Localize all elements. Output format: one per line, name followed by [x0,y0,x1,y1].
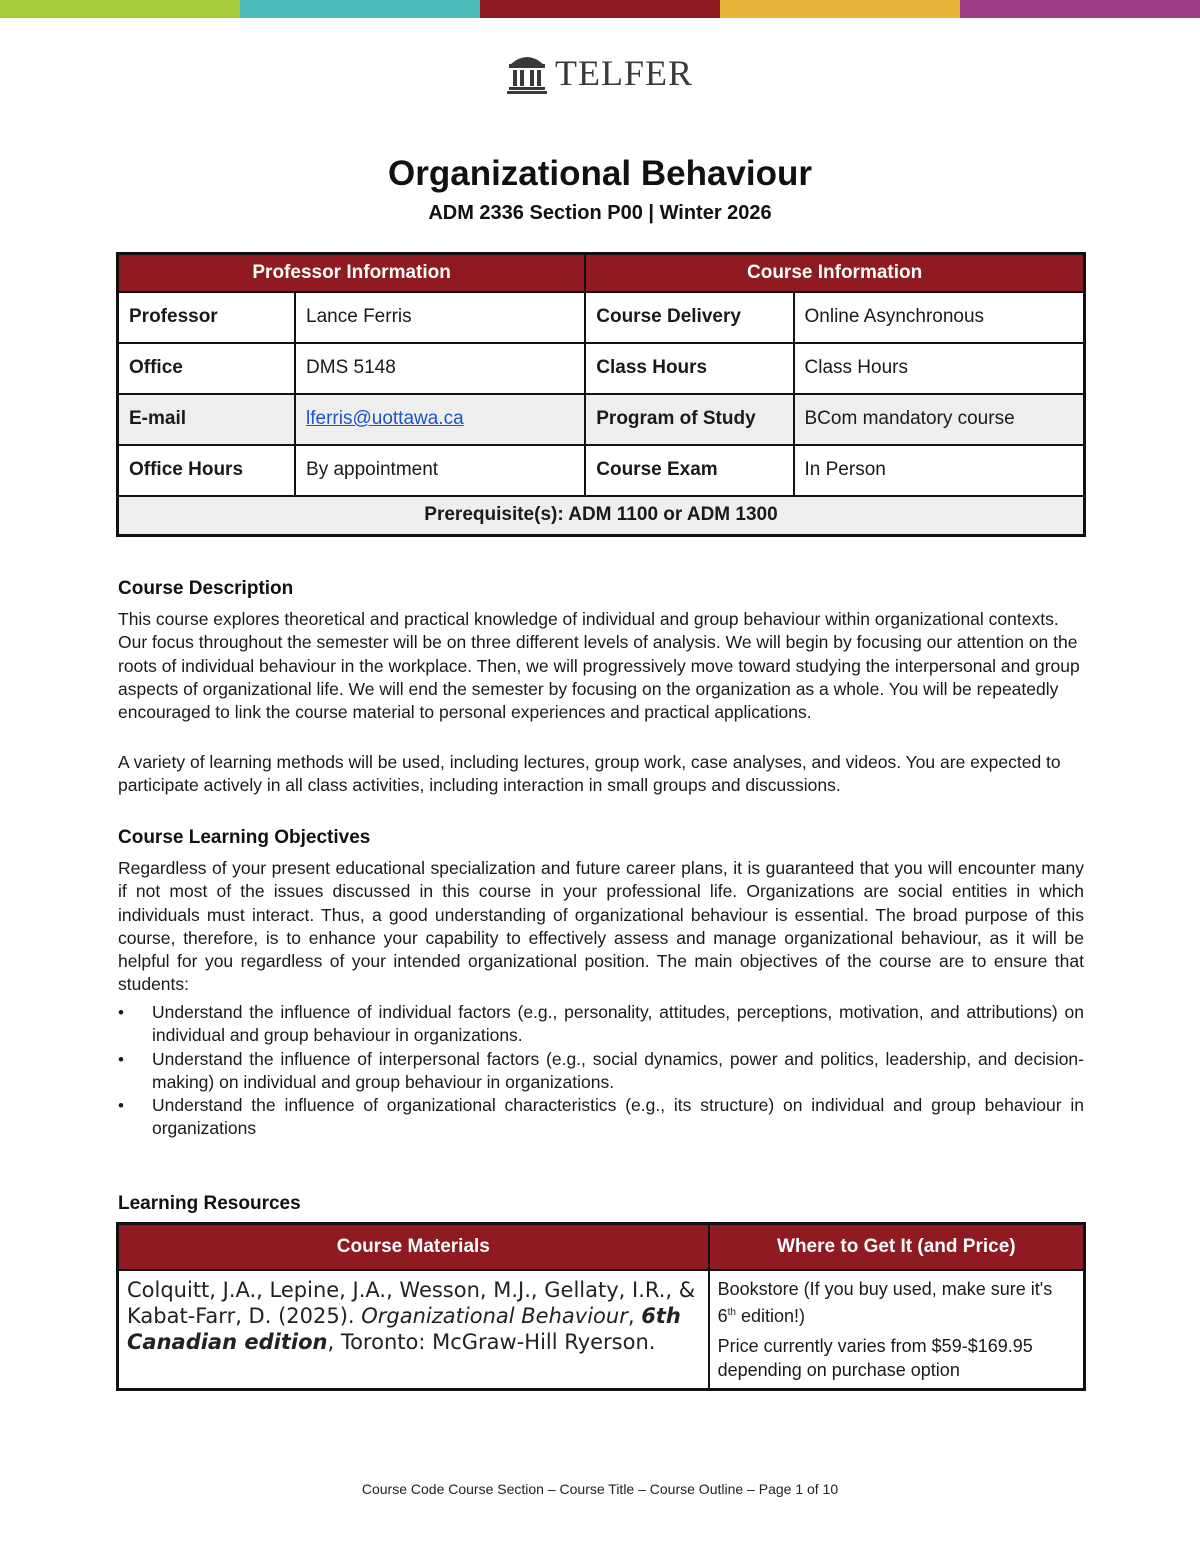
page-title: Organizational Behaviour [388,154,812,193]
course-materials-header: Course Materials [118,1224,709,1270]
course-info-header: Course Information [585,254,1084,292]
band-yellow [720,0,960,18]
band-green [0,0,240,18]
logo-text: TELFER [555,53,693,93]
professor-value: Lance Ferris [295,292,585,343]
course-exam-label: Course Exam [585,445,793,496]
citation-authors: Colquitt, J.A., Lepine, J.A., Wesson, M.J., Gellaty, I.R., & Kabat-Farr, D. (2025). [127,1277,696,1328]
citation-cell [118,1270,709,1390]
top-color-band [0,0,1200,18]
course-delivery-value: Online Asynchronous [794,292,1085,343]
info-table [116,252,1086,537]
prerequisites: Prerequisite(s): ADM 1100 or ADM 1300 [118,496,1085,536]
list-item: • Understand the influence of interpersonal factors (e.g., social dynamics, power and politics, leadership, and decision-making) on individual and group behaviour in organizations. [118,1048,1084,1095]
class-hours-value: Class Hours [794,343,1085,394]
price-note: Price currently varies from $59-$169.95 depending on purchase option [717,1335,1033,1380]
office-hours-value: By appointment [295,445,585,496]
band-teal [240,0,480,18]
learning-objectives-heading: Course Learning Objectives [118,827,371,848]
professor-info-header: Professor Information [118,254,586,292]
citation-separator: , [627,1303,642,1328]
page-footer: Course Code Course Section – Course Title – Course Outline – Page 1 of 10 [361,1481,839,1497]
office-value: DMS 5148 [295,343,585,394]
objectives-list [118,1001,1084,1141]
program-of-study-value: BCom mandatory course [794,394,1085,445]
institution-building-icon [507,52,547,94]
textbook-citation [127,1277,700,1355]
band-red [480,0,720,18]
class-hours-label: Class Hours [585,343,793,394]
email-link[interactable]: lferris@uottawa.ca [306,408,464,429]
band-purple [960,0,1200,18]
citation-edition: 6th Canadian edition [127,1303,681,1354]
table-row [118,445,1085,496]
email-label: E-mail [118,394,296,445]
office-hours-label: Office Hours [118,445,296,496]
table-row [118,343,1085,394]
list-item: • Understand the influence of individual factors (e.g., personality, attitudes, perceptions, motivation, and attributions) on individual and group behaviour in organizations. [118,1001,1084,1048]
course-description-heading: Course Description [118,578,294,599]
table-row [118,394,1085,445]
list-item: • Understand the influence of organizational characteristics (e.g., its structure) on individual and group behaviour in organizations [118,1094,1084,1141]
citation-title: Organizational Behaviour [361,1303,628,1328]
course-subtitle: ADM 2336 Section P00 | Winter 2026 [428,202,772,224]
where-to-get-header: Where to Get It (and Price) [709,1224,1085,1270]
where-cell [709,1270,1085,1390]
table-row [118,1270,1085,1390]
bookstore-note: Bookstore (If you buy used, make sure it's 6th edition!) [717,1278,1053,1326]
program-of-study-label: Program of Study [585,394,793,445]
course-delivery-label: Course Delivery [585,292,793,343]
course-exam-value: In Person [794,445,1085,496]
professor-label: Professor [118,292,296,343]
table-row [118,292,1085,343]
learning-objectives-intro: Regardless of your present educational specialization and future career plans, it is guaranteed that you will encounter many if not most of the issues discussed in this course in your professional life. Organizations are social entities in which individuals must interact. Thus, a good understanding of organizational behaviour is essential. The broad purpose of this course, therefore, is to enhance your capability to effectively assess and manage organizational behaviour, as it will be helpful for you regardless of your intended organizational position. The main objectives of the course are to ensure that students: [118,858,1084,995]
course-description-p1: This course explores theoretical and practical knowledge of individual and group behaviour within organizational contexts. Our focus throughout the semester will be on three different levels of analysis. We will begin by focusing our attention on the roots of individual behaviour in the workplace. Then, we will progressively move toward studying the interpersonal and group aspects of organizational life. We will end the semester by focusing on the organization as a whole. You will be repeatedly encouraged to link the course material to personal experiences and practical applications. [118,609,1080,723]
telfer-logo [0,52,1200,94]
email-value [295,394,585,445]
course-description-p2: A variety of learning methods will be used, including lectures, group work, case analyses, and videos. You are expected to participate actively in all class activities, including interaction in small groups and discussions. [118,752,1061,796]
resources-table [116,1222,1086,1391]
learning-resources-heading: Learning Resources [118,1193,301,1214]
office-label: Office [118,343,296,394]
citation-publisher: , Toronto: McGraw-Hill Ryerson. [327,1329,656,1354]
